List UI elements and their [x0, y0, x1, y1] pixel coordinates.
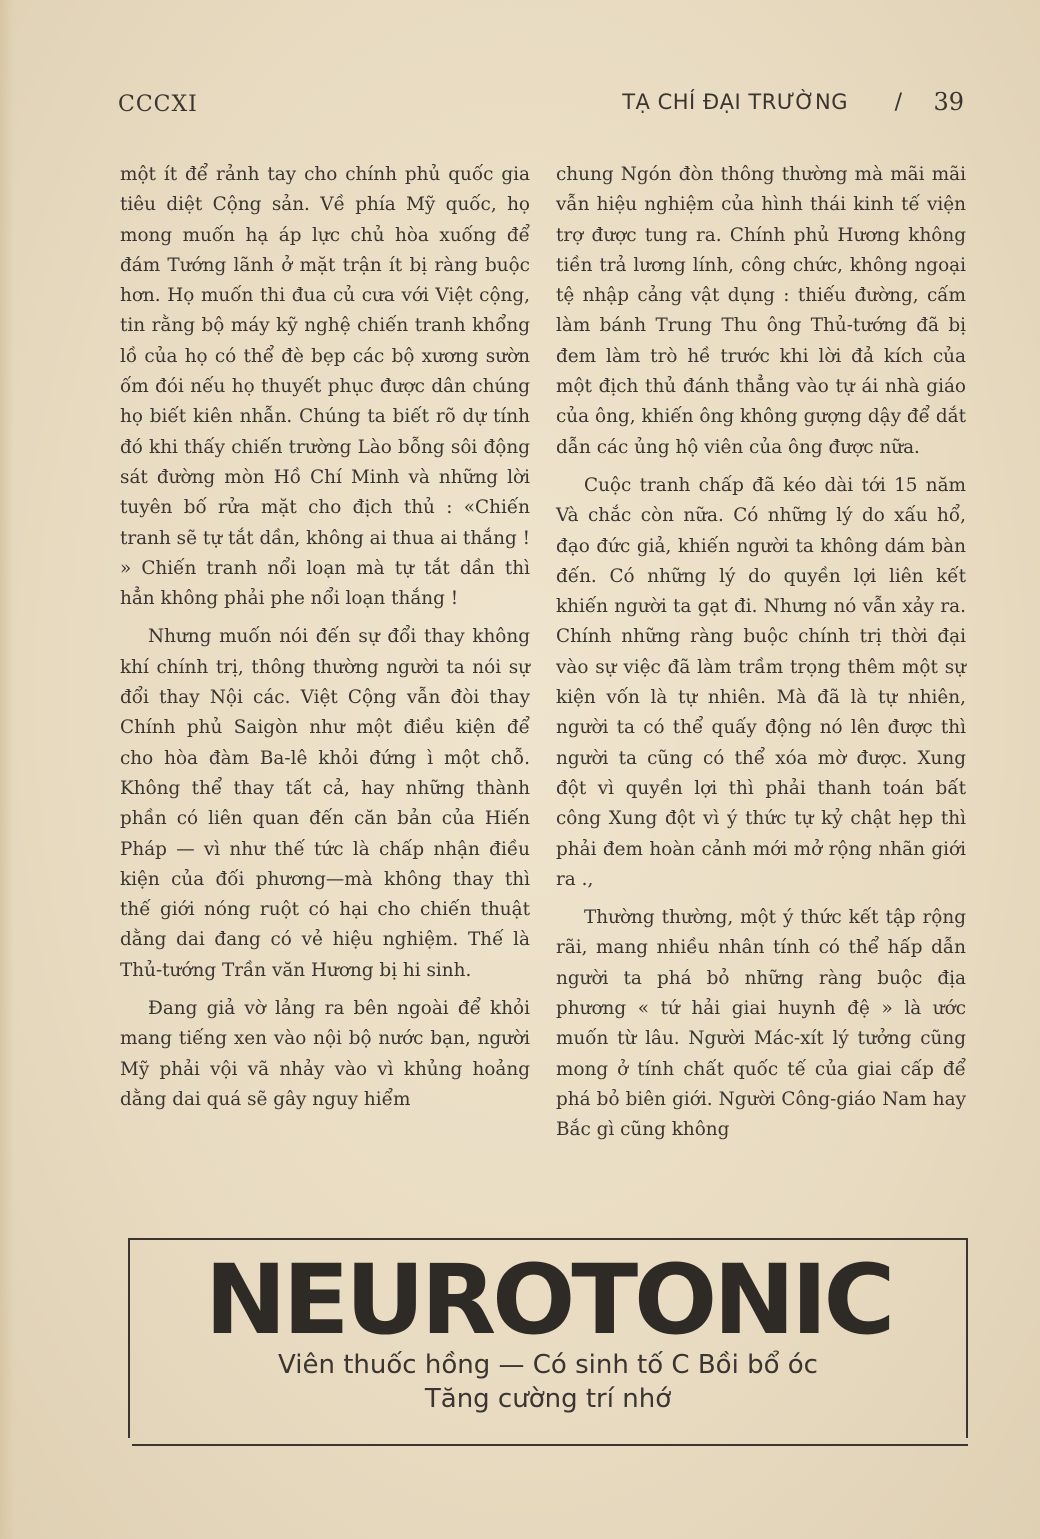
paragraph: Nhưng muốn nói đến sự đổi thay không khí chính trị, thông thường người ta nói sự đổi thay Nội các. Việt Cộng vẫn đòi thay Chính phủ Saigòn như một điều kiện để cho hòa đàm Ba-lê khỏi đứng ì một chỗ. Không thể thay tất cả, hay những thành phần có liên quan đến căn bản của Hiến Pháp — vì như thế tức là chấp nhận điều kiện của đối phương—mà không thay thì thế giới nóng ruột có hại cho chiến thuật dằng dai đang có vẻ hiệu nghiệm. Thế là Thủ-tướng Trần văn Hương bị hi sinh.: [120, 626, 530, 981]
paragraph: một ít để rảnh tay cho chính phủ quốc gia tiêu diệt Cộng sản. Về phía Mỹ quốc, họ mong muốn hạ áp lực chủ hòa xuống để đám Tướng lãnh ở mặt trận ít bị ràng buộc hơn. Họ muốn thi đua củ cưa với Việt cộng, tin rằng bộ máy kỹ nghệ chiến tranh khổng lồ của họ có thể đè bẹp các bộ xương sườn ốm đói nếu họ thuyết phục được dân chúng họ biết kiên nhẫn. Chúng ta biết rõ dự tính đó khi thấy chiến trường Lào bỗng sôi động sát đường mòn Hồ Chí Minh và những lời tuyên bố rửa mặt cho địch thủ : «Chiến tranh sẽ tự tắt dần, không ai thua ai thắng ! » Chiến tranh nổi loạn mà tự tắt dần thì hẳn không phải phe nổi loạn thắng !: [120, 164, 530, 610]
advertisement-box: [128, 1238, 968, 1450]
ad-bottom-rule: [132, 1444, 968, 1446]
text-column-right: [556, 160, 966, 1146]
ad-tagline-secondary: Tăng cường trí nhớ: [424, 1384, 672, 1414]
text-column-left: [120, 160, 530, 1115]
ad-top-rule: [128, 1238, 968, 1240]
paragraph: Cuộc tranh chấp đã kéo dài tới 15 năm Và chắc còn nữa. Có những lý do xấu hổ, đạo đức giả, khiến người ta không dám bàn đến. Có những lý do quyền lợi liên kết khiến người ta gạt đi. Nhưng nó vẫn xảy ra. Chính những ràng buộc chính trị thời đại vào sự việc đã làm trầm trọng thêm một sự kiện vốn là tự nhiên. Mà đã là tự nhiên, người ta có thể quấy động nó lên được thì người ta cũng có thể xóa mờ được. Xung đột vì quyền lợi thì phải thanh toán bất công Xung đột vì ý thức tự kỷ chật hẹp thì phải đem hoàn cảnh mới mở rộng nhãn giới ra .,: [556, 474, 966, 890]
paragraph: chung Ngón đòn thông thường mà mãi mãi vẫn hiệu nghiệm của hình thái kinh tế viện trợ được tung ra. Chính phủ Hương không tiền trả lương lính, công chức, không ngoại tệ nhập cảng vật dụng : thiếu đường, cấm làm bánh Trung Thu ông Thủ-tướng đã bị đem làm trò hề trước khi lời đả kích của một địch thủ đánh thẳng vào tự ái nhà giáo của ông, khiến ông không gượng dậy để dắt dẫn các ủng hộ viên của ông được nữa.: [556, 164, 966, 458]
ad-brand-name: NEUROTONIC: [204, 1244, 892, 1356]
ad-tagline: Viên thuốc hồng — Có sinh tố C Bồi bổ óc: [278, 1350, 818, 1380]
page-edge-shadow: [0, 0, 14, 1539]
page-number: 39: [933, 88, 964, 116]
paragraph: Thường thường, một ý thức kết tập rộng rãi, mang nhiều nhân tính có thể hấp dẫn người ta phá bỏ những ràng buộc địa phương « tứ hải giai huynh đệ » là ước muốn từ lâu. Người Mác-xít lý tưởng cũng mong ở tính chất quốc tế của giai cấp để phá bỏ biên giới. Người Công-giáo Nam hay Bắc gì cũng không: [556, 907, 966, 1141]
header-separator: /: [894, 90, 902, 115]
paragraph: Đang giả vờ lảng ra bên ngoài để khỏi mang tiếng xen vào nội bộ nước bạn, người Mỹ phải vội vã nhảy vào vì khủng hoảng dằng dai quá sẽ gây nguy hiểm: [120, 998, 530, 1110]
running-header: [118, 86, 968, 126]
issue-number: CCCXI: [118, 92, 198, 117]
journal-title: TẠ CHÍ ĐẠI TRƯỜNG: [622, 90, 848, 114]
